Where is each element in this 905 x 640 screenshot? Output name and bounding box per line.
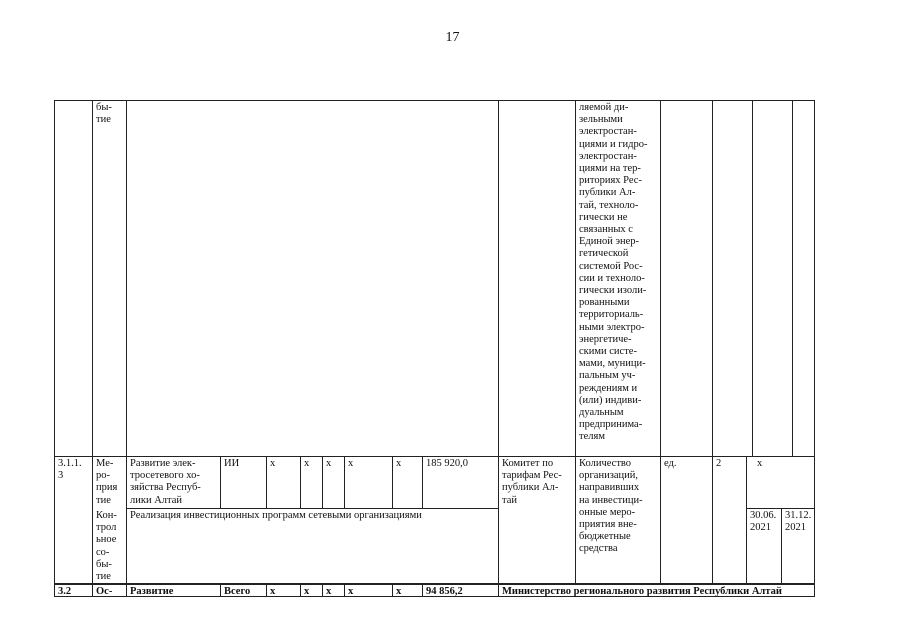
table-right-border (814, 100, 815, 597)
program-table (54, 100, 815, 597)
control-text: Реализация инвестиционных программ сетевыми организациями (130, 510, 422, 521)
x-mark: х (348, 458, 354, 469)
row-type: Ос- (96, 586, 113, 597)
x-mark: х (326, 586, 332, 597)
x-mark: х (396, 458, 402, 469)
row-number: 3.2 (58, 586, 72, 597)
x-cell (345, 585, 392, 597)
control-type: Кон- трол ьное со- бы- тие (96, 510, 117, 583)
value-cell (713, 457, 746, 471)
column-divider (660, 100, 661, 584)
column-divider (712, 100, 713, 584)
date-end-cell (782, 509, 814, 549)
x-cell (267, 585, 300, 597)
date-start: 30.06. 2021 (750, 510, 777, 534)
row-number-cell (55, 585, 92, 597)
x-mark: х (396, 586, 402, 597)
amount-value: 185 920,0 (426, 458, 468, 469)
continuation-indicator-text: ляемой ди- зельными электростан- циями и гидро- электростан- циями на тер- риториях Рес- публики Ал- тай, техноло- гически не связанных с Единой энер- гетической системой Рос- сии и техноло- гически изоли- рованными территориаль- ными электро- энергетиче- скими систе- мами, муници- пальным уч- реждениям и (или) индиви- дуальным предпринима- телям (579, 102, 648, 443)
value-text: 2 (716, 458, 722, 469)
date-start-cell (747, 509, 781, 549)
column-divider (752, 100, 753, 456)
x-cell (323, 585, 344, 597)
x-mark: х (270, 586, 276, 597)
x-mark: х (304, 458, 310, 469)
funding-source: Всего (224, 586, 251, 597)
indicator-cell (576, 457, 660, 557)
x-cell (301, 457, 322, 471)
executor-text: Комитет по тарифам Рес- публики Ал- тай (502, 458, 562, 506)
column-divider (792, 100, 793, 456)
x-cell (301, 585, 322, 597)
funding-source-cell (221, 457, 266, 471)
page-number: 17 (445, 30, 460, 45)
row-type-cell (93, 457, 126, 508)
x-mark: х (348, 586, 354, 597)
unit-cell (661, 457, 712, 471)
amount-cell (423, 457, 498, 471)
row-number: 3.1.1. 3 (58, 458, 82, 482)
x-mark: х (270, 458, 276, 469)
date-end: 31.12. 2021 (785, 510, 812, 534)
table-top-border (54, 100, 815, 101)
column-divider (498, 100, 499, 584)
continuation-type-cell (93, 101, 126, 141)
row-type: Ме- ро- прия тие (96, 458, 118, 506)
amount-value: 94 856,2 (426, 586, 463, 597)
executor-cell (499, 585, 814, 597)
extra-cell (754, 457, 814, 471)
executor-cell (499, 457, 575, 509)
row-name: Развитие (130, 586, 174, 597)
control-text-cell (127, 509, 498, 523)
row-name-cell (127, 585, 220, 597)
extra-text: х (757, 458, 763, 469)
row-number-cell (55, 457, 92, 497)
x-mark: х (304, 586, 310, 597)
executor-text: Министерство регионального развития Республики Алтай (502, 586, 782, 597)
continuation-type-text: бы- тие (96, 102, 112, 126)
column-divider (54, 100, 55, 597)
row-name-cell (127, 457, 220, 508)
continuation-indicator-cell (576, 101, 660, 456)
x-cell (345, 457, 392, 471)
indicator-text: Количество организаций, направивших на инвестици- онные меро- приятия вне- бюджетные средства (579, 458, 643, 555)
funding-source: ИИ (224, 458, 240, 469)
x-cell (323, 457, 344, 471)
funding-source-cell (221, 585, 266, 597)
x-cell (393, 457, 422, 471)
row-name: Развитие элек- тросетевого хо- зяйства Респуб- лики Алтай (130, 458, 201, 506)
row-type-cell (93, 585, 126, 597)
unit-text: ед. (664, 458, 677, 469)
x-cell (393, 585, 422, 597)
x-mark: х (326, 458, 332, 469)
amount-cell (423, 585, 498, 597)
x-cell (267, 457, 300, 471)
control-type-cell (93, 509, 126, 584)
